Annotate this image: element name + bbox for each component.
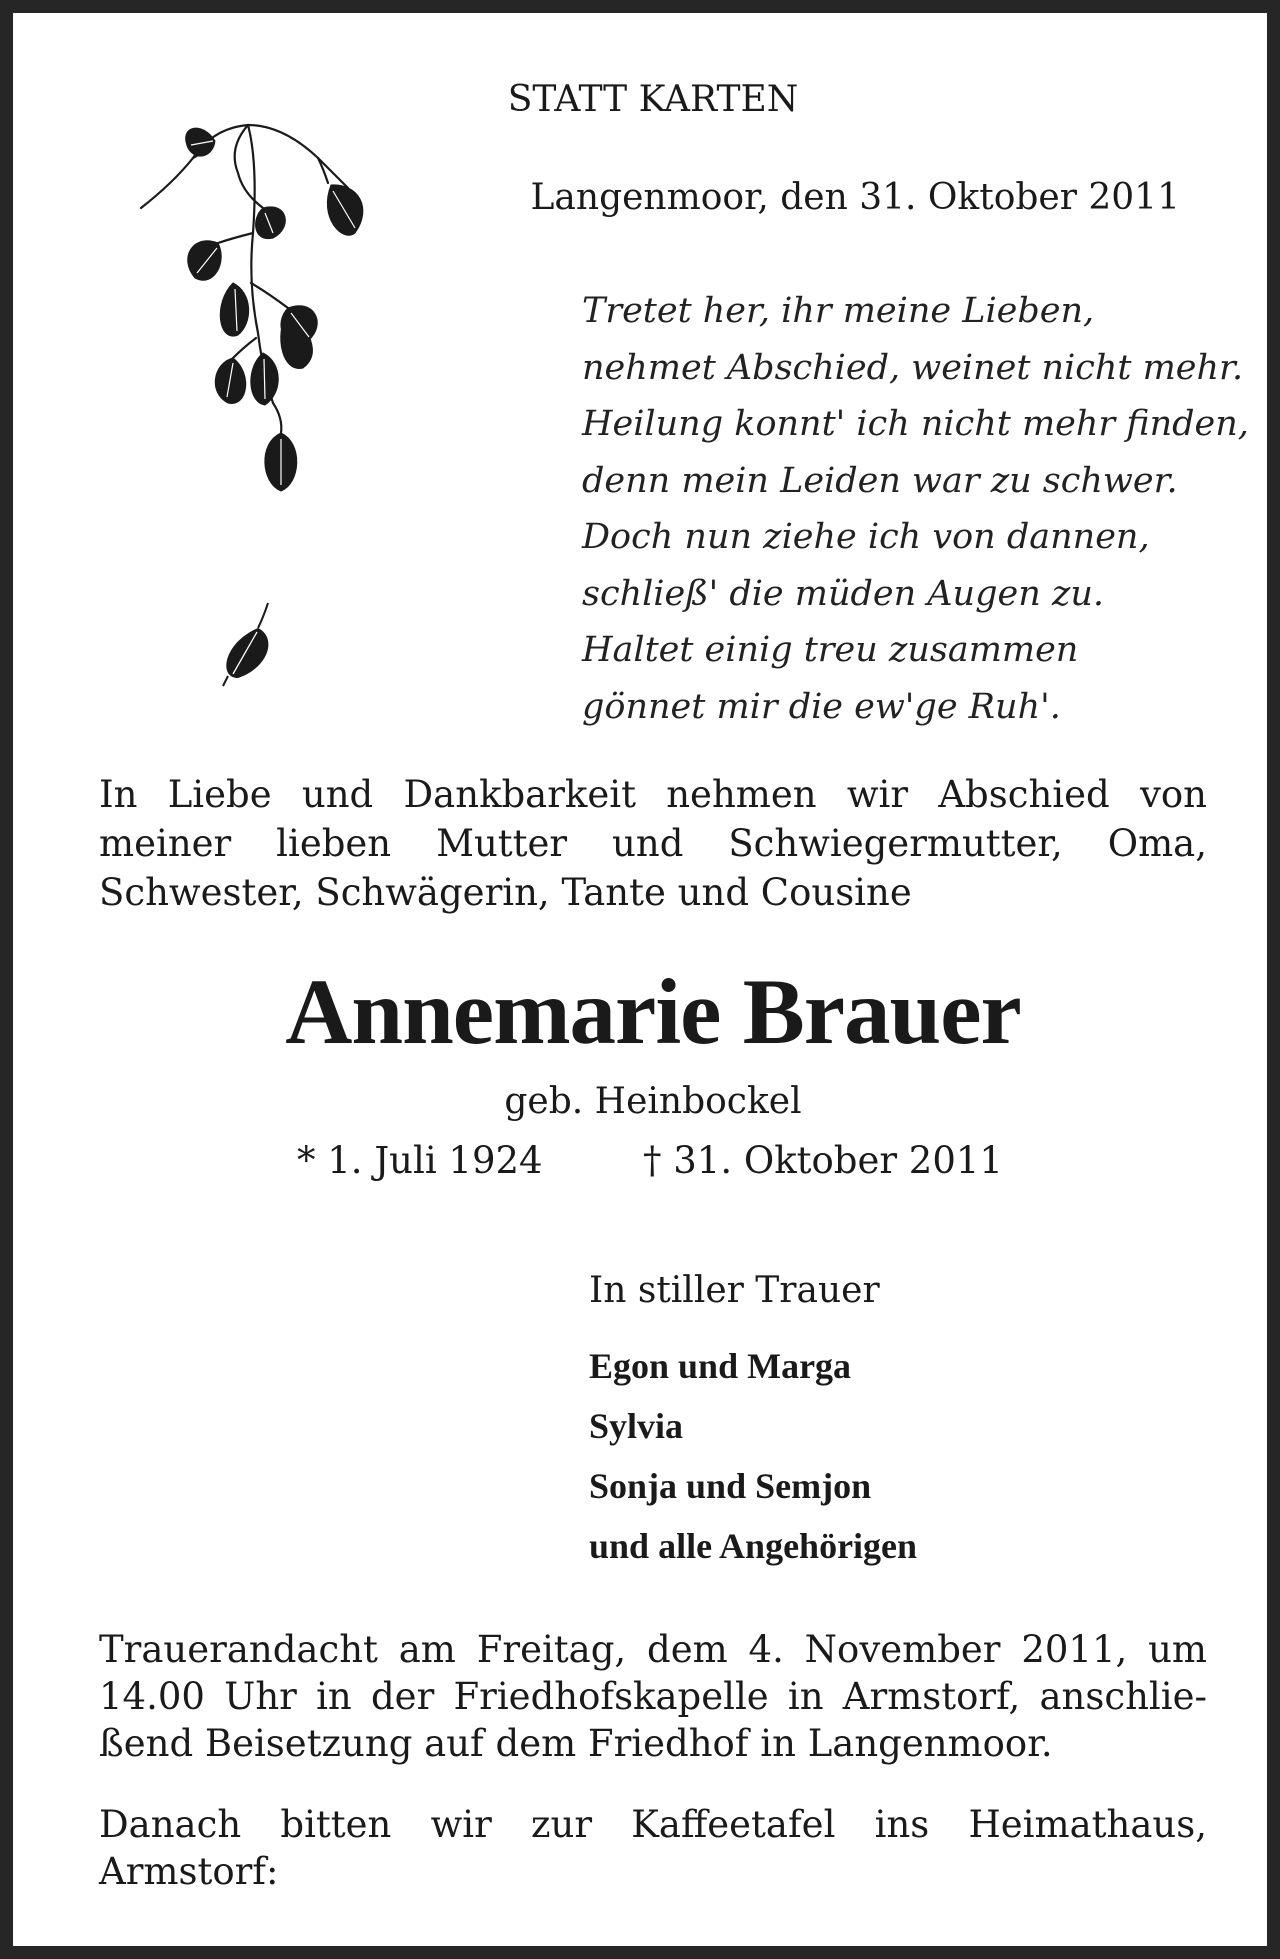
mourner-entry: und alle Angehörigen [589, 1526, 918, 1566]
mourners-list [589, 1336, 917, 1576]
birth-date: * 1. Juli 1924 [297, 1139, 543, 1182]
poem-line: Tretet her, ihr meine Lieben, [582, 291, 1095, 331]
deceased-name: Annemarie Brauer [285, 961, 1021, 1064]
notice-header: STATT KARTEN [507, 79, 799, 120]
service-info: Trauerandacht am Freitag, dem 4. November 2011, um 14.00 Uhr in der Friedhofskapelle in Armstorf, anschlie-ßend Beisetzung auf dem Friedhof in Langenmoor. [99, 1628, 1207, 1765]
mourning-intro: In stiller Trauer [589, 1270, 880, 1311]
poem-line: denn mein Leiden war zu schwer. [582, 460, 1178, 501]
poem [582, 283, 1249, 735]
poem-line: Heilung konnt' ich nicht mehr finden, [582, 404, 1249, 444]
reception-info: Danach bitten wir zur Kaffeetafel ins Heimathaus, Armstorf: [99, 1803, 1207, 1893]
mourner-entry: Egon und Marga [589, 1346, 852, 1386]
death-date: † 31. Oktober 2011 [643, 1139, 1003, 1182]
poem-line: gönnet mir die ew'ge Ruh'. [582, 686, 1061, 727]
poem-line: Doch nun ziehe ich von dannen, [582, 517, 1150, 557]
mourner-entry: Sylvia [589, 1406, 684, 1446]
intro-text: In Liebe und Dankbarkeit nehmen wir Abschied von meiner lieben Mutter und Schwiegermutter, Oma, Schwester, Schwägerin, Tante und Cousine [99, 773, 1207, 914]
dateline: Langenmoor, den 31. Oktober 2011 [530, 177, 1180, 218]
birth-name: geb. Heinbockel [504, 1081, 802, 1122]
mourner-entry: Sonja und Semjon [589, 1466, 872, 1506]
birch-branch-icon [133, 113, 393, 503]
poem-line: Haltet einig treu zusammen [582, 630, 1079, 670]
falling-leaf-icon [213, 598, 283, 688]
poem-line: schließ' die müden Augen zu. [582, 573, 1104, 614]
poem-line: nehmet Abschied, weinet nicht mehr. [582, 347, 1244, 388]
